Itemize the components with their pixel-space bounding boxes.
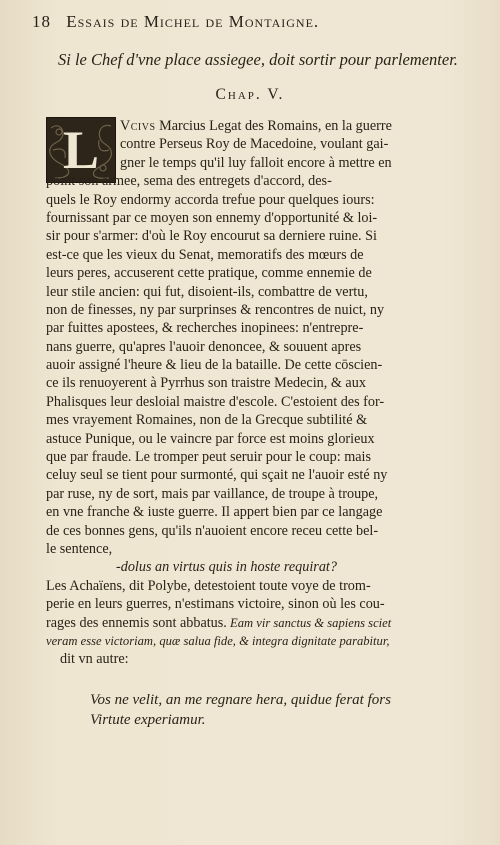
text-line: que par fraude. Le tromper peut seruir pour le coup: mais [46,449,372,466]
text-line: astuce Punique, ou le vaincre par force est moins glorieux [46,430,375,447]
text-line: le sentence, [46,540,113,557]
latin-citation: veram esse victoriam, quæ salua fide, & integra dignitate parabitur, [46,633,390,648]
latin-citation: Eam vir sanctus & sapiens sciet [226,615,392,630]
initial-letter: L [62,120,100,180]
text-line: fournissant par ce moyen son ennemy d'opportunité & loi- [46,209,378,226]
text-line: gner le temps qu'il luy falloit encore à mettre en [120,154,392,171]
text-line: sir pour s'armer: d'où le Roy encourut sa derniere ruine. Si [46,228,377,245]
verse-line: Virtute experiamur. [90,712,206,728]
text-line: dit vn autre: [60,651,129,668]
running-head [32,12,472,36]
text-line: Les Achaïens, dit Polybe, detestoient toute voye de trom- [46,577,371,594]
text-line: perie en leurs guerres, n'estimans victoire, sinon où les cou- [46,596,385,613]
verse-quote [90,690,460,730]
text-line: nans guerre, qu'apres l'auoir denoncee, & souuent apres [46,338,362,355]
text-line: ce ils renuoyerent à Pyrrhus son traistre Medecin, & aux [46,375,366,392]
text-line: leurs peres, accuserent cette pratique, comme ennemie de [46,265,372,282]
verse-line: Vos ne velit, an me regnare hera, quidue ferat fors [90,692,391,708]
text-line: rages des ennemis sont abbatus. Eam vir sanctus & sapiens sciet [46,614,392,631]
text-line: mes vrayement Romaines, non de la Grecque subtilité & [46,412,368,429]
chapter-subtitle: Si le Chef d'vne place assiegee, doit sortir pour parlementer. [58,50,458,69]
text-line: leur stile ancien: qui fut, disoient-ils, combattre de vertu, [46,283,368,300]
text-line: non de finesses, ny par surprinses & rencontres de nuict, ny [46,301,385,318]
text-line: par ruse, ny de sort, mais par vaillance, de troupe à troupe, [46,485,379,502]
text-line: de ces bonnes gens, qu'ils n'auoient encore receu cette bel- [46,522,379,539]
latin-quote: -dolus an virtus quis in hoste requirat? [116,559,337,576]
text-line: point son armee, sema des entregets d'accord, des- [46,173,332,190]
page-number: 18 [32,12,51,31]
text-line: Vcivs Marcius Legat des Romains, en la guerre [120,118,392,134]
text-line: contre Perseus Roy de Macedoine, voulant gai- [120,136,389,153]
text-line: quels le Roy endormy accorda trefue pour quelques iours: [46,191,375,208]
text-line: en vne franche & iuste guerre. Il appert bien par ce langage [46,504,383,521]
first-word: Vcivs [120,118,156,134]
text-line: Phalisques leur desloial maistre d'escole. C'estoient des for- [46,393,385,410]
chapter-body [46,117,456,669]
text-line: auoir assigné l'heure & lieu de la bataille. De cette cōscien- [46,357,383,374]
text-line: est-ce que les vieux du Senat, memoratifs des mœurs de [46,246,364,263]
text-line: celuy seul se tient pour surmonté, qui sçait ne l'auoir esté ny [46,467,388,484]
chapter-heading: Chap. V. [215,86,285,103]
running-title: Essais de Michel de Montaigne. [66,12,320,31]
text-line: par fuittes apostees, & recherches inopinees: n'entrepre- [46,320,364,337]
